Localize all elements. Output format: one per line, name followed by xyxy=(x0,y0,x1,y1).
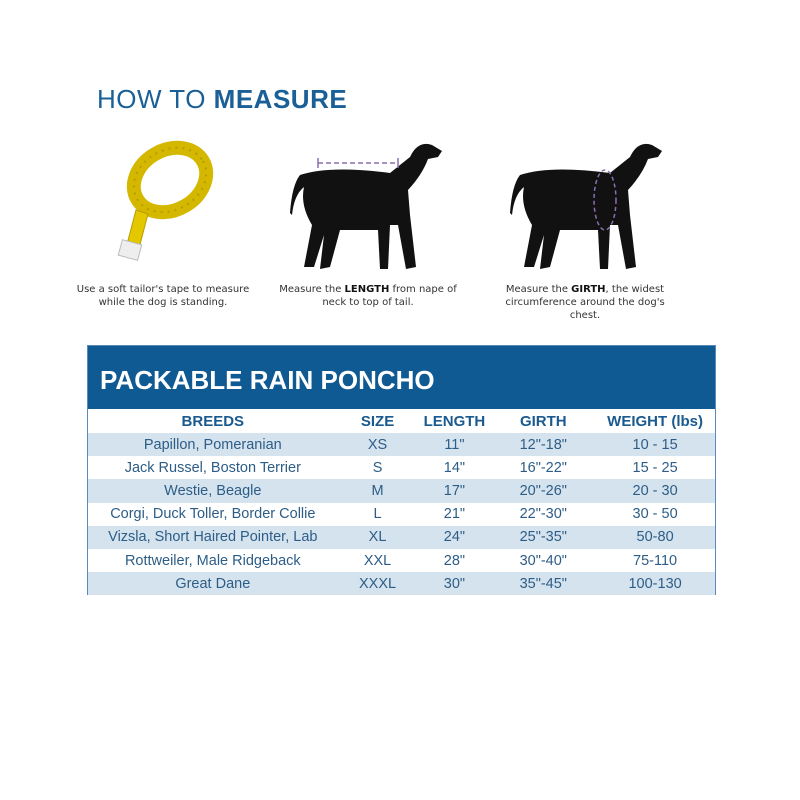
tape-measure-icon xyxy=(108,130,218,270)
step-1-caption: Use a soft tailor's tape to measure while the dog is standing. xyxy=(76,284,250,308)
header-length: LENGTH xyxy=(423,412,486,430)
cell-breeds: Papillon, Pomeranian xyxy=(143,436,282,453)
cell-weight: 10 - 15 xyxy=(632,436,678,453)
cell-breeds: Rottweiler, Male Ridgeback xyxy=(124,552,301,569)
cell-size: XS xyxy=(367,436,388,453)
cell-girth: 35"-45" xyxy=(519,575,567,592)
cell-girth: 30"-40" xyxy=(519,552,567,569)
cell-girth: 16"-22" xyxy=(519,459,567,476)
cell-size: M xyxy=(371,482,384,499)
cell-length: 24" xyxy=(443,529,466,546)
table-header-row xyxy=(88,409,715,433)
cell-girth: 22"-30" xyxy=(519,506,567,523)
cell-length: 14" xyxy=(443,459,466,476)
step-2-caption: Measure the LENGTH from nape of neck to top of tail. xyxy=(279,284,457,308)
header-girth: GIRTH xyxy=(519,412,567,430)
cell-girth: 25"-35" xyxy=(519,529,567,546)
table-row xyxy=(88,572,715,595)
header-breeds: BREEDS xyxy=(181,412,245,430)
cell-size: XXXL xyxy=(359,575,397,592)
page-title: HOW TO MEASURE xyxy=(97,84,348,114)
table-row xyxy=(88,479,715,502)
cell-breeds: Great Dane xyxy=(175,575,251,592)
cell-weight: 15 - 25 xyxy=(632,459,678,476)
cell-length: 28" xyxy=(443,552,466,569)
cell-size: S xyxy=(372,459,383,476)
table-title: PACKABLE RAIN PONCHO xyxy=(88,346,715,409)
table-row xyxy=(88,503,715,526)
dog-length-illustration xyxy=(290,135,450,275)
header-size: SIZE xyxy=(360,412,395,430)
table-row xyxy=(88,456,715,479)
cell-weight: 100-130 xyxy=(628,575,682,592)
cell-girth: 20"-26" xyxy=(519,482,567,499)
cell-size: XXL xyxy=(363,552,392,569)
cell-weight: 50-80 xyxy=(636,529,674,546)
cell-size: L xyxy=(373,506,382,523)
table-row xyxy=(88,549,715,572)
header-weight: WEIGHT (lbs) xyxy=(607,412,703,430)
cell-length: 30" xyxy=(443,575,466,592)
cell-length: 11" xyxy=(444,436,465,453)
cell-breeds: Westie, Beagle xyxy=(164,482,262,499)
table-row xyxy=(88,433,715,456)
table-row xyxy=(88,526,715,549)
dog-girth-illustration xyxy=(510,135,670,275)
cell-girth: 12"-18" xyxy=(519,436,567,453)
cell-breeds: Vizsla, Short Haired Pointer, Lab xyxy=(108,529,318,546)
cell-breeds: Corgi, Duck Toller, Border Collie xyxy=(110,506,316,523)
step-3-caption: Measure the GIRTH, the widest circumference around the dog's chest. xyxy=(505,284,665,321)
cell-breeds: Jack Russel, Boston Terrier xyxy=(124,459,301,476)
cell-size: XL xyxy=(368,529,387,546)
cell-length: 17" xyxy=(443,482,466,499)
size-chart-table xyxy=(87,345,716,595)
cell-weight: 75-110 xyxy=(633,552,678,569)
cell-length: 21" xyxy=(443,506,466,523)
cell-weight: 30 - 50 xyxy=(632,506,678,523)
cell-weight: 20 - 30 xyxy=(632,482,678,499)
